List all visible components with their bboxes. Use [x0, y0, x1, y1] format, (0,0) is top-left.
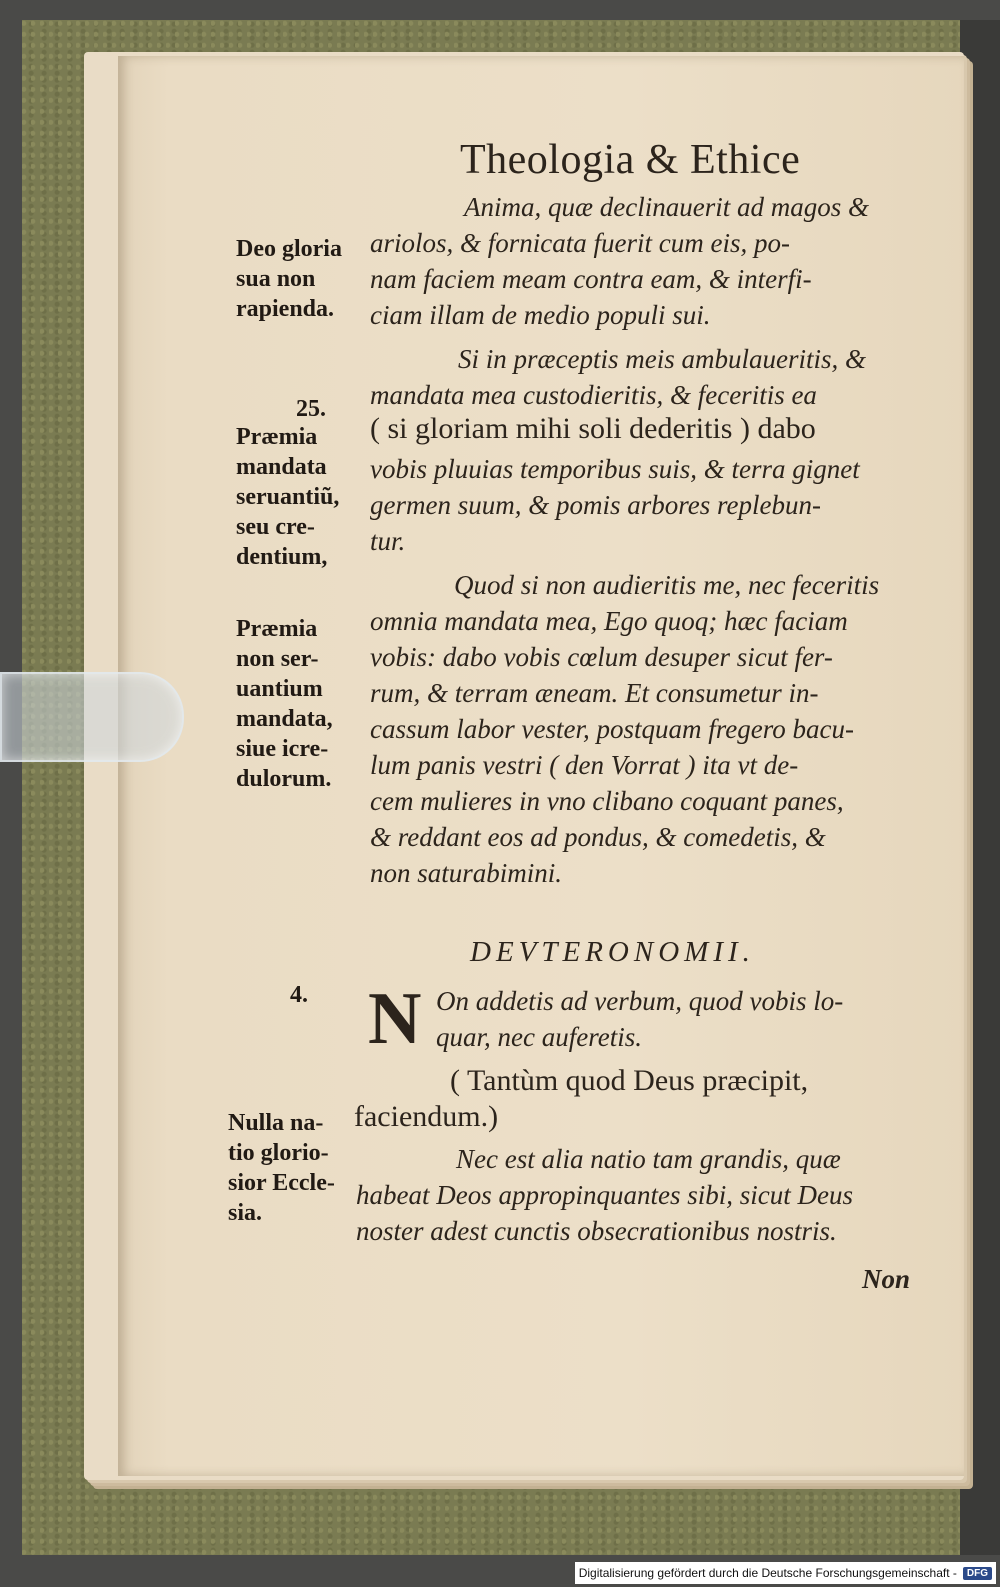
- margin-note-line: Præmia: [236, 424, 318, 450]
- drop-initial: N: [368, 978, 422, 1060]
- dfg-logo-badge: DFG: [963, 1567, 992, 1580]
- footer-text: Digitalisierung gefördert durch die Deutsche Forschungsgemeinschaft -: [578, 1566, 957, 1580]
- body-line: noster adest cunctis obsecrationibus nostris.: [356, 1216, 837, 1246]
- margin-note-line: seu cre-: [236, 514, 315, 540]
- comment-line: ( Tantùm quod Deus præcipit,: [450, 1064, 809, 1097]
- margin-note-line: Nulla na-: [228, 1110, 324, 1136]
- margin-note-line: siue icre-: [236, 736, 329, 762]
- body-line: rum, & terram æneam. Et consumetur in-: [370, 678, 819, 708]
- body-line: Si in præceptis meis ambulaueritis, &: [458, 344, 866, 374]
- margin-note-line: non ser-: [236, 646, 319, 672]
- margin-note-line: sia.: [228, 1200, 263, 1226]
- margin-note-line: seruantiũ,: [236, 484, 340, 510]
- book-page: [118, 56, 964, 1476]
- body-line-comment: ( si gloriam mihi soli dederitis ) dabo: [370, 412, 816, 445]
- body-line: nam faciem meam contra eam, & interfi-: [370, 264, 812, 294]
- section-heading: DEVTERONOMII.: [470, 936, 755, 968]
- body-line: & reddant eos ad pondus, & comedetis, &: [370, 822, 826, 852]
- margin-note-line: Deo gloria: [236, 236, 342, 262]
- body-line: ariolos, & fornicata fuerit cum eis, po-: [370, 228, 790, 258]
- body-line: habeat Deos appropinquantes sibi, sicut Deus: [356, 1180, 853, 1210]
- margin-note-line: dentium,: [236, 544, 328, 570]
- footer-attribution: [575, 1562, 996, 1584]
- margin-note-line: dulorum.: [236, 766, 332, 792]
- margin-note-number: 4.: [290, 982, 308, 1008]
- body-line: mandata mea custodieritis, & feceritis ea: [370, 380, 817, 410]
- scan-background: [960, 20, 1000, 1555]
- catchword: Non: [862, 1264, 911, 1294]
- margin-note-line: sua non: [236, 266, 316, 292]
- body-line: Quod si non audieritis me, nec feceritis: [454, 570, 880, 600]
- body-line: ciam illam de medio populi sui.: [370, 300, 711, 330]
- body-line: Anima, quæ declinauerit ad magos &: [464, 192, 869, 222]
- body-line: vobis: dabo vobis cœlum desuper sicut fer-: [370, 642, 833, 672]
- margin-note-number: 25.: [296, 396, 326, 422]
- margin-note-line: sior Eccle-: [228, 1170, 335, 1196]
- transparent-page-clip: [0, 672, 184, 762]
- body-line: Nec est alia natio tam grandis, quæ: [456, 1144, 841, 1174]
- body-line: cassum labor vester, postquam fregero bacu-: [370, 714, 854, 744]
- body-line: tur.: [370, 526, 406, 556]
- margin-note-line: rapienda.: [236, 296, 335, 322]
- body-line: vobis pluuias temporibus suis, & terra gignet: [370, 454, 860, 484]
- body-line: lum panis vestri ( den Vorrat ) ita vt de-: [370, 750, 799, 780]
- body-line: germen suum, & pomis arbores replebun-: [370, 490, 821, 520]
- margin-note-line: uantium: [236, 676, 323, 702]
- comment-line: faciendum.): [354, 1100, 499, 1133]
- body-line: non saturabimini.: [370, 858, 563, 888]
- margin-note-line: mandata: [236, 454, 327, 480]
- margin-note-line: Præmia: [236, 616, 318, 642]
- body-line: omnia mandata mea, Ego quoq; hæc faciam: [370, 606, 848, 636]
- body-line: cem mulieres in vno clibano coquant panes,: [370, 786, 844, 816]
- running-header: Theologia & Ethice: [460, 137, 801, 183]
- body-line: quar, nec auferetis.: [436, 1022, 642, 1052]
- body-line: On addetis ad verbum, quod vobis lo-: [436, 986, 844, 1016]
- margin-note-line: tio glorio-: [228, 1140, 329, 1166]
- margin-note-line: mandata,: [236, 706, 333, 732]
